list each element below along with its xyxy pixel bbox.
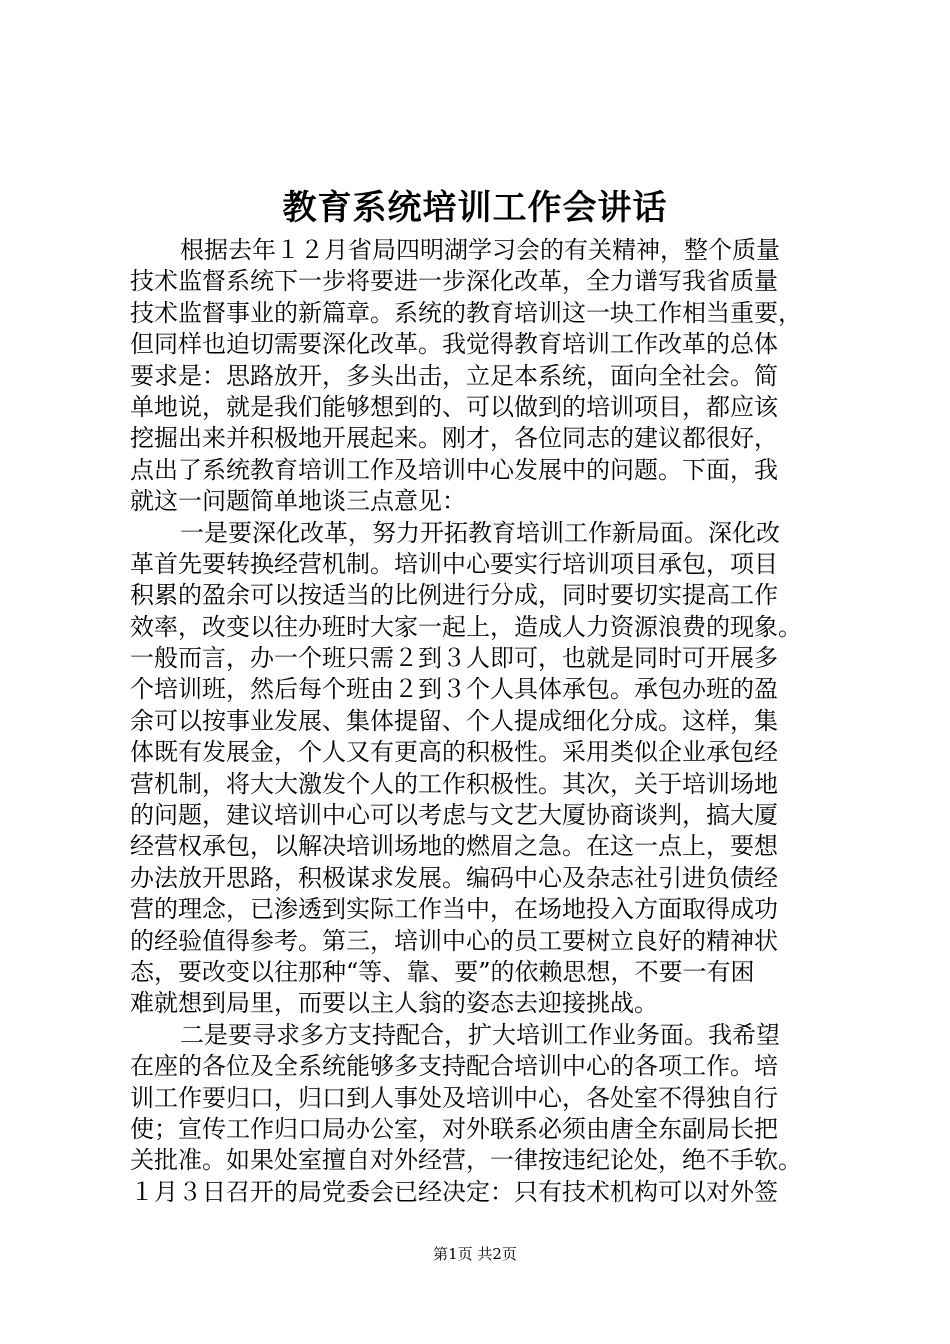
text-line: 在座的各位及全系统能够多支持配合培训中心的各项工作。培	[130, 1052, 778, 1081]
text-line: 一是要深化改革，努力开拓教育培训工作新局面。深化改	[180, 518, 780, 547]
text-line: 根据去年１２月省局四明湖学习会的有关精神，整个质量	[180, 236, 780, 264]
text-line: 但同样也迫切需要深化改革。我觉得教育培训工作改革的总体	[130, 330, 778, 359]
text-line: 点出了系统教育培训工作及培训中心发展中的问题。下面，我	[130, 455, 778, 484]
text-line: 训工作要归口，归口到人事处及培训中心，各处室不得独自行	[130, 1083, 778, 1112]
text-line: 革首先要转换经营机制。培训中心要实行培训项目承包，项目	[130, 549, 778, 578]
text-line: 办法放开思路，积极谋求发展。编码中心及杂志社引进负债经	[130, 863, 778, 892]
text-line: 余可以按事业发展、集体提留、个人提成细化分成。这样，集	[130, 706, 778, 735]
page-footer: 第1页 共2页	[433, 1245, 517, 1263]
text-line: １月３日召开的局党委会已经决定：只有技术机构可以对外签	[130, 1177, 778, 1206]
text-line: 个培训班，然后每个班由２到３个人具体承包。承包办班的盈	[130, 675, 778, 704]
text-line: 二是要寻求多方支持配合，扩大培训工作业务面。我希望	[180, 1020, 780, 1049]
text-line: 经营权承包，以解决培训场地的燃眉之急。在这一点上，要想	[130, 832, 778, 861]
text-line: 关批准。如果处室擅自对外经营，一律按违纪论处，绝不手软。	[130, 1146, 802, 1175]
text-line: 体既有发展金，个人又有更高的积极性。采用类似企业承包经	[130, 738, 778, 767]
text-line: 技术监督事业的新篇章。系统的教育培训这一块工作相当重要，	[130, 298, 802, 327]
text-line: 效率，改变以往办班时大家一起上，造成人力资源浪费的现象。	[130, 612, 802, 641]
document-body	[130, 235, 850, 1208]
text-line: 就这一问题简单地谈三点意见：	[130, 487, 466, 516]
text-line: 单地说，就是我们能够想到的、可以做到的培训项目，都应该	[130, 392, 778, 421]
text-line: 积累的盈余可以按适当的比例进行分成，同时要切实提高工作	[130, 581, 778, 610]
document-title: 教育系统培训工作会讲话	[282, 188, 668, 228]
text-line: 一般而言，办一个班只需２到３人即可，也就是同时可开展多	[130, 644, 778, 673]
text-line: 营的理念，已渗透到实际工作当中，在场地投入方面取得成功	[130, 895, 778, 924]
text-line: 挖掘出来并积极地开展起来。刚才，各位同志的建议都很好，	[130, 424, 778, 453]
text-line: 要求是：思路放开，多头出击，立足本系统，面向全社会。简	[130, 361, 778, 390]
text-line: 技术监督系统下一步将要进一步深化改革，全力谱写我省质量	[130, 267, 778, 296]
text-line: 难就想到局里，而要以主人翁的姿态去迎接挑战。	[130, 989, 658, 1018]
text-line: 营机制，将大大激发个人的工作积极性。其次，关于培训场地	[130, 769, 778, 798]
text-line: 使；宣传工作归口局办公室，对外联系必须由唐全东副局长把	[130, 1114, 778, 1143]
text-line: 的经验值得参考。第三，培训中心的员工要树立良好的精神状	[130, 926, 778, 955]
text-line: 态，要改变以往那种“等、靠、要”的依赖思想，不要一有困	[130, 957, 755, 986]
text-line: 的问题，建议培训中心可以考虑与文艺大厦协商谈判，搞大厦	[130, 801, 778, 830]
